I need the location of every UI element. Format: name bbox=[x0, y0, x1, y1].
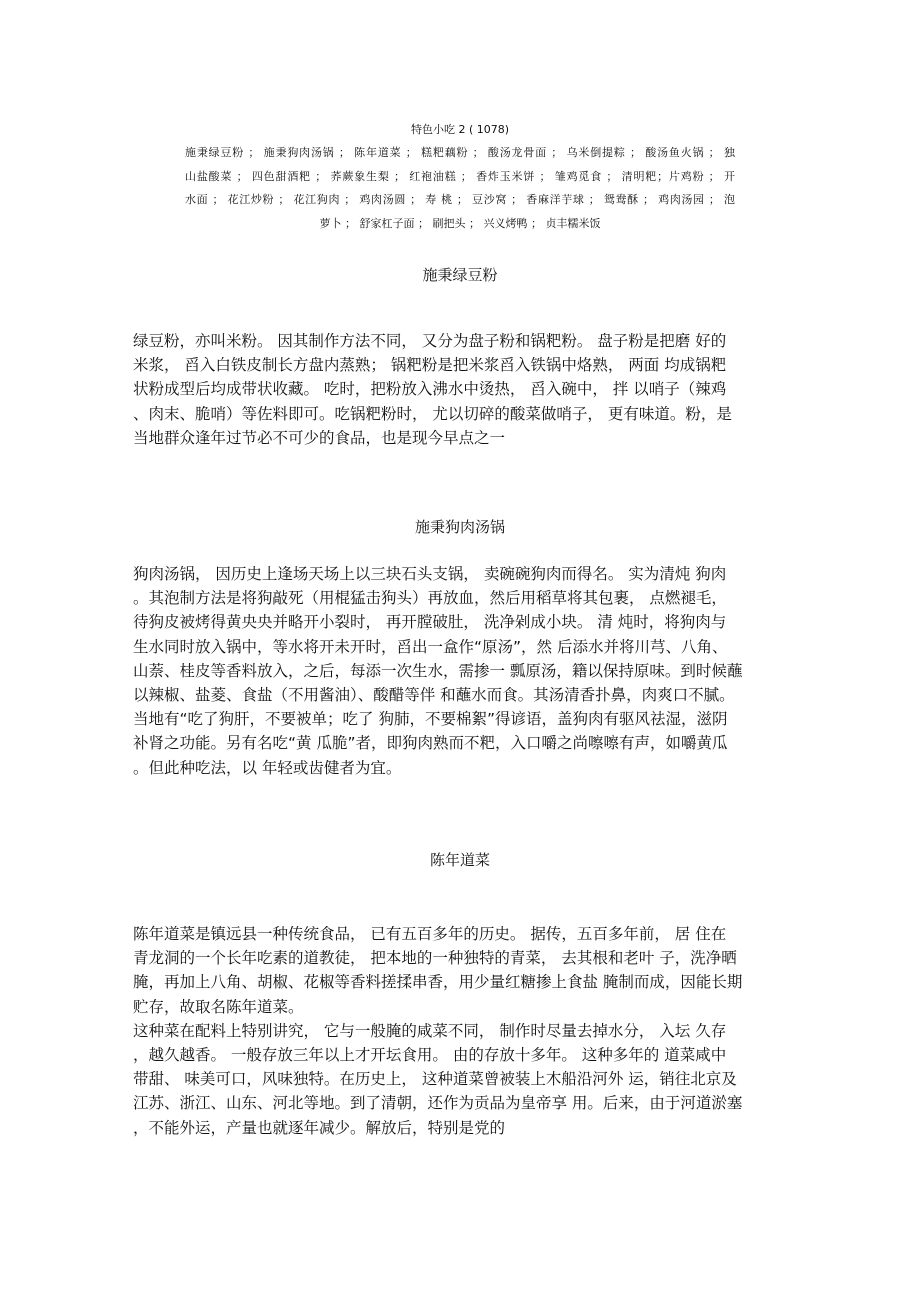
section-title-shibing-mung-bean-noodle: 施秉绿豆粉 bbox=[422, 266, 498, 284]
text-line: 。其泡制方法是将狗敲死（用棍猛击狗头）再放血，然后用稻草将其包裹， 点燃褪毛， bbox=[133, 589, 727, 608]
text-line: 待狗皮被烤得黄央央并略开小裂时， 再开膛破肚， 洗净剁成小块。 清 炖时，将狗肉与 bbox=[133, 613, 727, 632]
text-line: 绿豆粉，亦叫米粉。 因其制作方法不同， 又分为盘子粉和锅粑粉。 盘子粉是把磨 好的 bbox=[133, 332, 727, 350]
section-body-dog-meat-hotpot bbox=[133, 562, 773, 780]
index-line: 施秉绿豆粉 ； 施秉狗肉汤锅 ； 陈年道菜 ； 糕粑藕粉 ； 酸汤龙骨面 ； 乌米倒提粽 ； 酸汤鱼火锅 ； 独 bbox=[185, 146, 735, 159]
text-line: ，越久越香。 一般存放三年以上才开坛食用。 由的存放十多年。 这种多年的 道菜咸中 bbox=[133, 1046, 727, 1065]
document-header bbox=[0, 118, 920, 141]
text-line: 江苏、浙江、山东、河北等地。到了清朝，还作为贡品为皇帝享 用。后来，由于河道淤塞 bbox=[133, 1094, 743, 1113]
text-line: 山萘、桂皮等香料放入，之后，每添一次生水，需掺一 瓢原汤，籍以保持原味。到时候蘸 bbox=[133, 661, 743, 680]
text-line: 米浆， 舀入白铁皮制长方盘内蒸熟； 锅粑粉是把米浆舀入铁锅中烙熟， 两面 均成锅粑 bbox=[133, 356, 727, 375]
text-line: ，不能外运，产量也就逐年减少。解放后，特别是党的 bbox=[133, 1118, 506, 1137]
section-title-dog-meat-hotpot: 施秉狗肉汤锅 bbox=[414, 518, 505, 536]
text-line: 以辣椒、盐菱、食盐（不用酱油）、酸醋等伴 和蘸水而食。其汤清香扑鼻，肉爽口不腻。 bbox=[133, 686, 735, 705]
text-line: 、肉末、脆哨）等佐料即可。吃锅粑粉时， 尤以切碎的酸菜做哨子， 更有味道。粉，是 bbox=[133, 404, 732, 423]
section-title-aged-daocai: 陈年道菜 bbox=[429, 851, 490, 869]
text-line: 狗肉汤锅， 因历史上逢场天场上以三块石头支锅， 卖碗碗狗肉而得名。 实为清炖 狗肉 bbox=[133, 565, 727, 583]
text-line: 腌，再加上八角、胡椒、花椒等香料搓揉串香，用少量红糖掺上食盐 腌制而成，因能长期 bbox=[133, 973, 743, 992]
text-line: 这种菜在配料上特别讲究， 它与一般腌的咸菜不同， 制作时尽量去掉水分， 入坛 久存 bbox=[133, 1021, 727, 1040]
section-body-shibing-mung-bean-noodle bbox=[133, 329, 773, 450]
text-line: 当地有“吃了狗肝，不要被单；吃了 狗肺，不要棉絮”得谚语，盖狗肉有驱风祛湿，滋阴 bbox=[133, 710, 728, 729]
section-body-aged-daocai bbox=[133, 922, 773, 1140]
index-line: 水面 ； 花江炒粉 ； 花江狗肉 ； 鸡肉汤圆 ； 寿 桃 ； 豆沙窝 ； 香麻洋芋球 ； 鸳鸯酥 ； 鸡肉汤园 ； 泡 bbox=[185, 193, 735, 206]
text-line: 陈年道菜是镇远县一种传统食品， 已有五百多年的历史。 据传，五百多年前， 居 住在 bbox=[133, 925, 727, 943]
text-line: 状粉成型后均成带状收藏。 吃时，把粉放入沸水中烫热， 舀入碗中， 拌 以哨子（辣鸡 bbox=[133, 380, 727, 399]
snack-index bbox=[185, 141, 735, 235]
text-line: 带甜、 味美可口，风味独特。在历史上， 这种道菜曾被装上木船沿河外 运，销往北京及 bbox=[133, 1070, 737, 1089]
text-line: 补肾之功能。另有名吃“黄 瓜脆”者，即狗肉熟而不粑，入口嚼之尚嚓嚓有声，如嚼黄瓜 bbox=[133, 734, 728, 753]
index-line: 萝卜 ； 舒家杠子面 ； 刷把头 ； 兴义烤鸭 ； 贞丰糯米饭 bbox=[319, 216, 601, 230]
text-line: 生水同时放入锅中，等水将开未开时，舀出一盒作“原汤”，然 后添水并将川芎、八角、 bbox=[133, 637, 728, 656]
text-line: 。但此种吃法，以 年轻或齿健者为宜。 bbox=[133, 758, 402, 777]
text-line: 当地群众逢年过节必不可少的食品，也是现今早点之一 bbox=[133, 428, 506, 447]
text-line: 贮存，故取名陈年道菜。 bbox=[133, 997, 304, 1016]
document-title: 特色小吃 2 ( 1078) bbox=[410, 123, 510, 136]
index-line: 山盐酸菜 ； 四色甜酒粑 ； 荞蕨象生梨 ； 红袍油糕 ； 香炸玉米饼 ； 雏鸡觅食 ； 清明粑；片鸡粉 ； 开 bbox=[185, 169, 735, 183]
text-line: 青龙洞的一个长年吃素的道教徒， 把本地的一种独特的青菜， 去其根和老叶 子，洗净晒 bbox=[133, 949, 737, 968]
